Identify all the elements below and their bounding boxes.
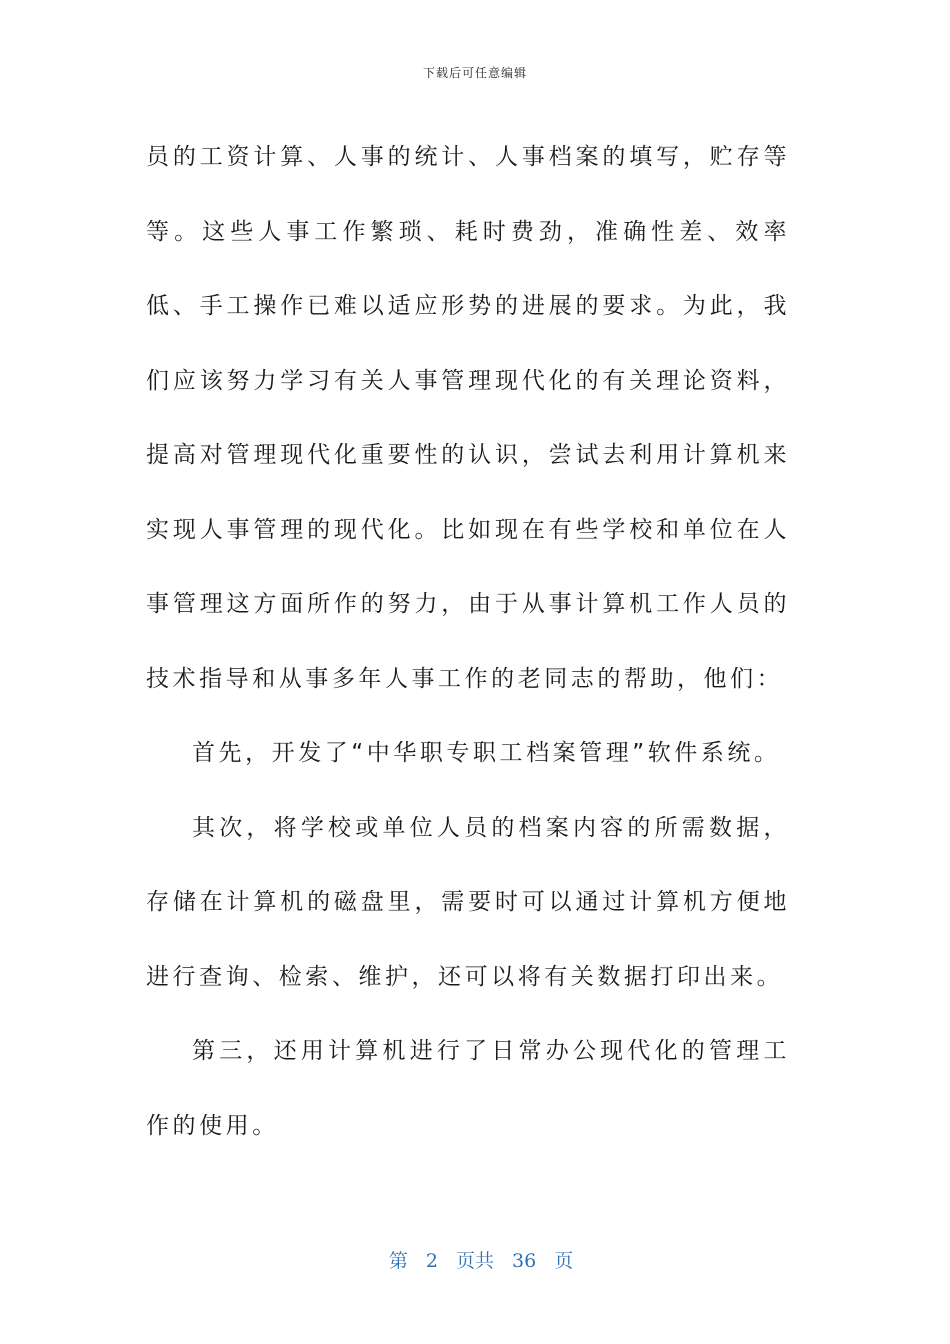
header-text: 下载后可任意编辑 bbox=[422, 66, 527, 80]
footer-prefix: 第 bbox=[388, 1250, 408, 1272]
page-header bbox=[0, 64, 950, 81]
footer-suffix: 页 bbox=[554, 1250, 574, 1272]
footer-middle: 页共 bbox=[455, 1250, 494, 1272]
page-footer bbox=[0, 1224, 950, 1273]
paragraph: 第三，还用计算机进行了日常办公现代化的管理工作的使用。 bbox=[146, 1038, 790, 1139]
paragraph: 其次，将学校或单位人员的档案内容的所需数据，存储在计算机的磁盘里，需要时可以通过计算机方便地进行查询、检索、维护，还可以将有关数据打印出来。 bbox=[146, 814, 790, 990]
paragraph: 员的工资计算、人事的统计、人事档案的填写，贮存等等。这些人事工作繁琐、耗时费劲，准确性差、效率低、手工操作已难以适应形势的进展的要求。为此，我们应该努力学习有关人事管理现代化的有关理论资料，提高对管理现代化重要性的认识，尝试去利用计算机来实现人事管理的现代化。比如现在有些学校和单位在人事管理这方面所作的努力，由于从事计算机工作人员的技术指导和从事多年人事工作的老同志的帮助，他们： bbox=[146, 144, 790, 692]
document-body bbox=[146, 120, 790, 1163]
total-pages-number: 36 bbox=[512, 1250, 537, 1272]
paragraph: 首先，开发了“中华职专职工档案管理”软件系统。 bbox=[192, 740, 781, 766]
current-page-number: 2 bbox=[425, 1250, 438, 1272]
